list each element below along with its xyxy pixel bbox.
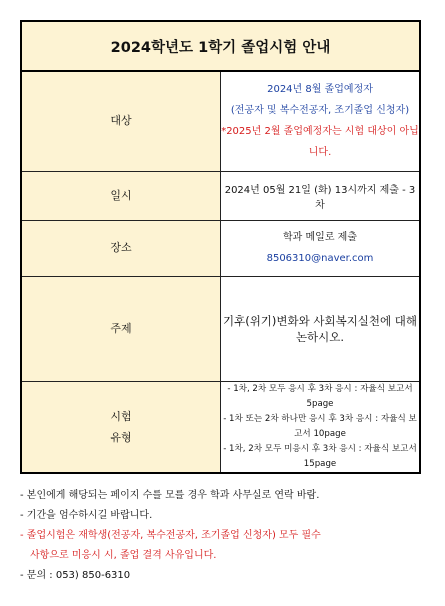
target-line-1: 2024년 8월 졸업예정자 <box>267 84 373 96</box>
note-required-line-2: 사항으로 미응시 시, 졸업 결격 사유입니다. <box>30 550 217 561</box>
notes-section <box>20 486 430 586</box>
place-label: 장소 <box>21 220 221 276</box>
topic-label: 주제 <box>21 276 221 381</box>
notice-title: 2024학년도 1학기 졸업시험 안내 <box>21 21 420 71</box>
method-content <box>221 381 421 473</box>
place-row <box>21 220 420 276</box>
target-row <box>21 71 420 171</box>
datetime-value: 2024년 05월 21일 (화) 13시까지 제출 - 3차 <box>221 171 421 220</box>
method-label-line-2: 유형 <box>110 430 132 444</box>
note-deadline: - 기간을 엄수하시길 바랍니다. <box>20 510 153 521</box>
place-content <box>221 220 421 276</box>
note-required-line-1: - 졸업시험은 재학생(전공자, 복수전공자, 조기졸업 신청자) 모두 필수 <box>20 530 321 541</box>
datetime-label: 일시 <box>21 171 221 220</box>
target-content <box>221 71 421 171</box>
target-line-2: (전공자 및 복수전공자, 조기졸업 신청자) <box>230 105 410 117</box>
topic-value: 기후(위기)변화와 사회복지실천에 대해 논하시오. <box>221 276 421 381</box>
note-contact: - 문의 : 053) 850-6310 <box>20 570 131 581</box>
method-row <box>21 381 420 473</box>
title-row <box>21 21 420 71</box>
method-label <box>21 381 221 473</box>
exam-notice-table <box>20 20 421 474</box>
method-item: - 1차 또는 2차 하나만 응시 후 3차 응시 : 자율식 보고서 10page <box>223 413 417 439</box>
target-line-3: *2025년 2월 졸업예정자는 시험 대상이 아닙니다. <box>221 126 419 159</box>
topic-row <box>21 276 420 381</box>
place-email: 8506310@naver.com <box>266 253 374 264</box>
datetime-row <box>21 171 420 220</box>
target-label: 대상 <box>21 71 221 171</box>
method-item: - 1차, 2차 모두 응시 후 3차 응시 : 자율식 보고서 5page <box>227 383 413 409</box>
method-item: - 1차, 2차 모두 미응시 후 3차 응시 : 자율식 보고서 15page <box>223 443 417 469</box>
place-line-1: 학과 메일로 제출 <box>283 232 357 243</box>
method-label-line-1: 시험 <box>110 409 132 423</box>
note-page-count: - 본인에게 해당되는 페이지 수를 모를 경우 학과 사무실로 연락 바람. <box>20 490 320 501</box>
